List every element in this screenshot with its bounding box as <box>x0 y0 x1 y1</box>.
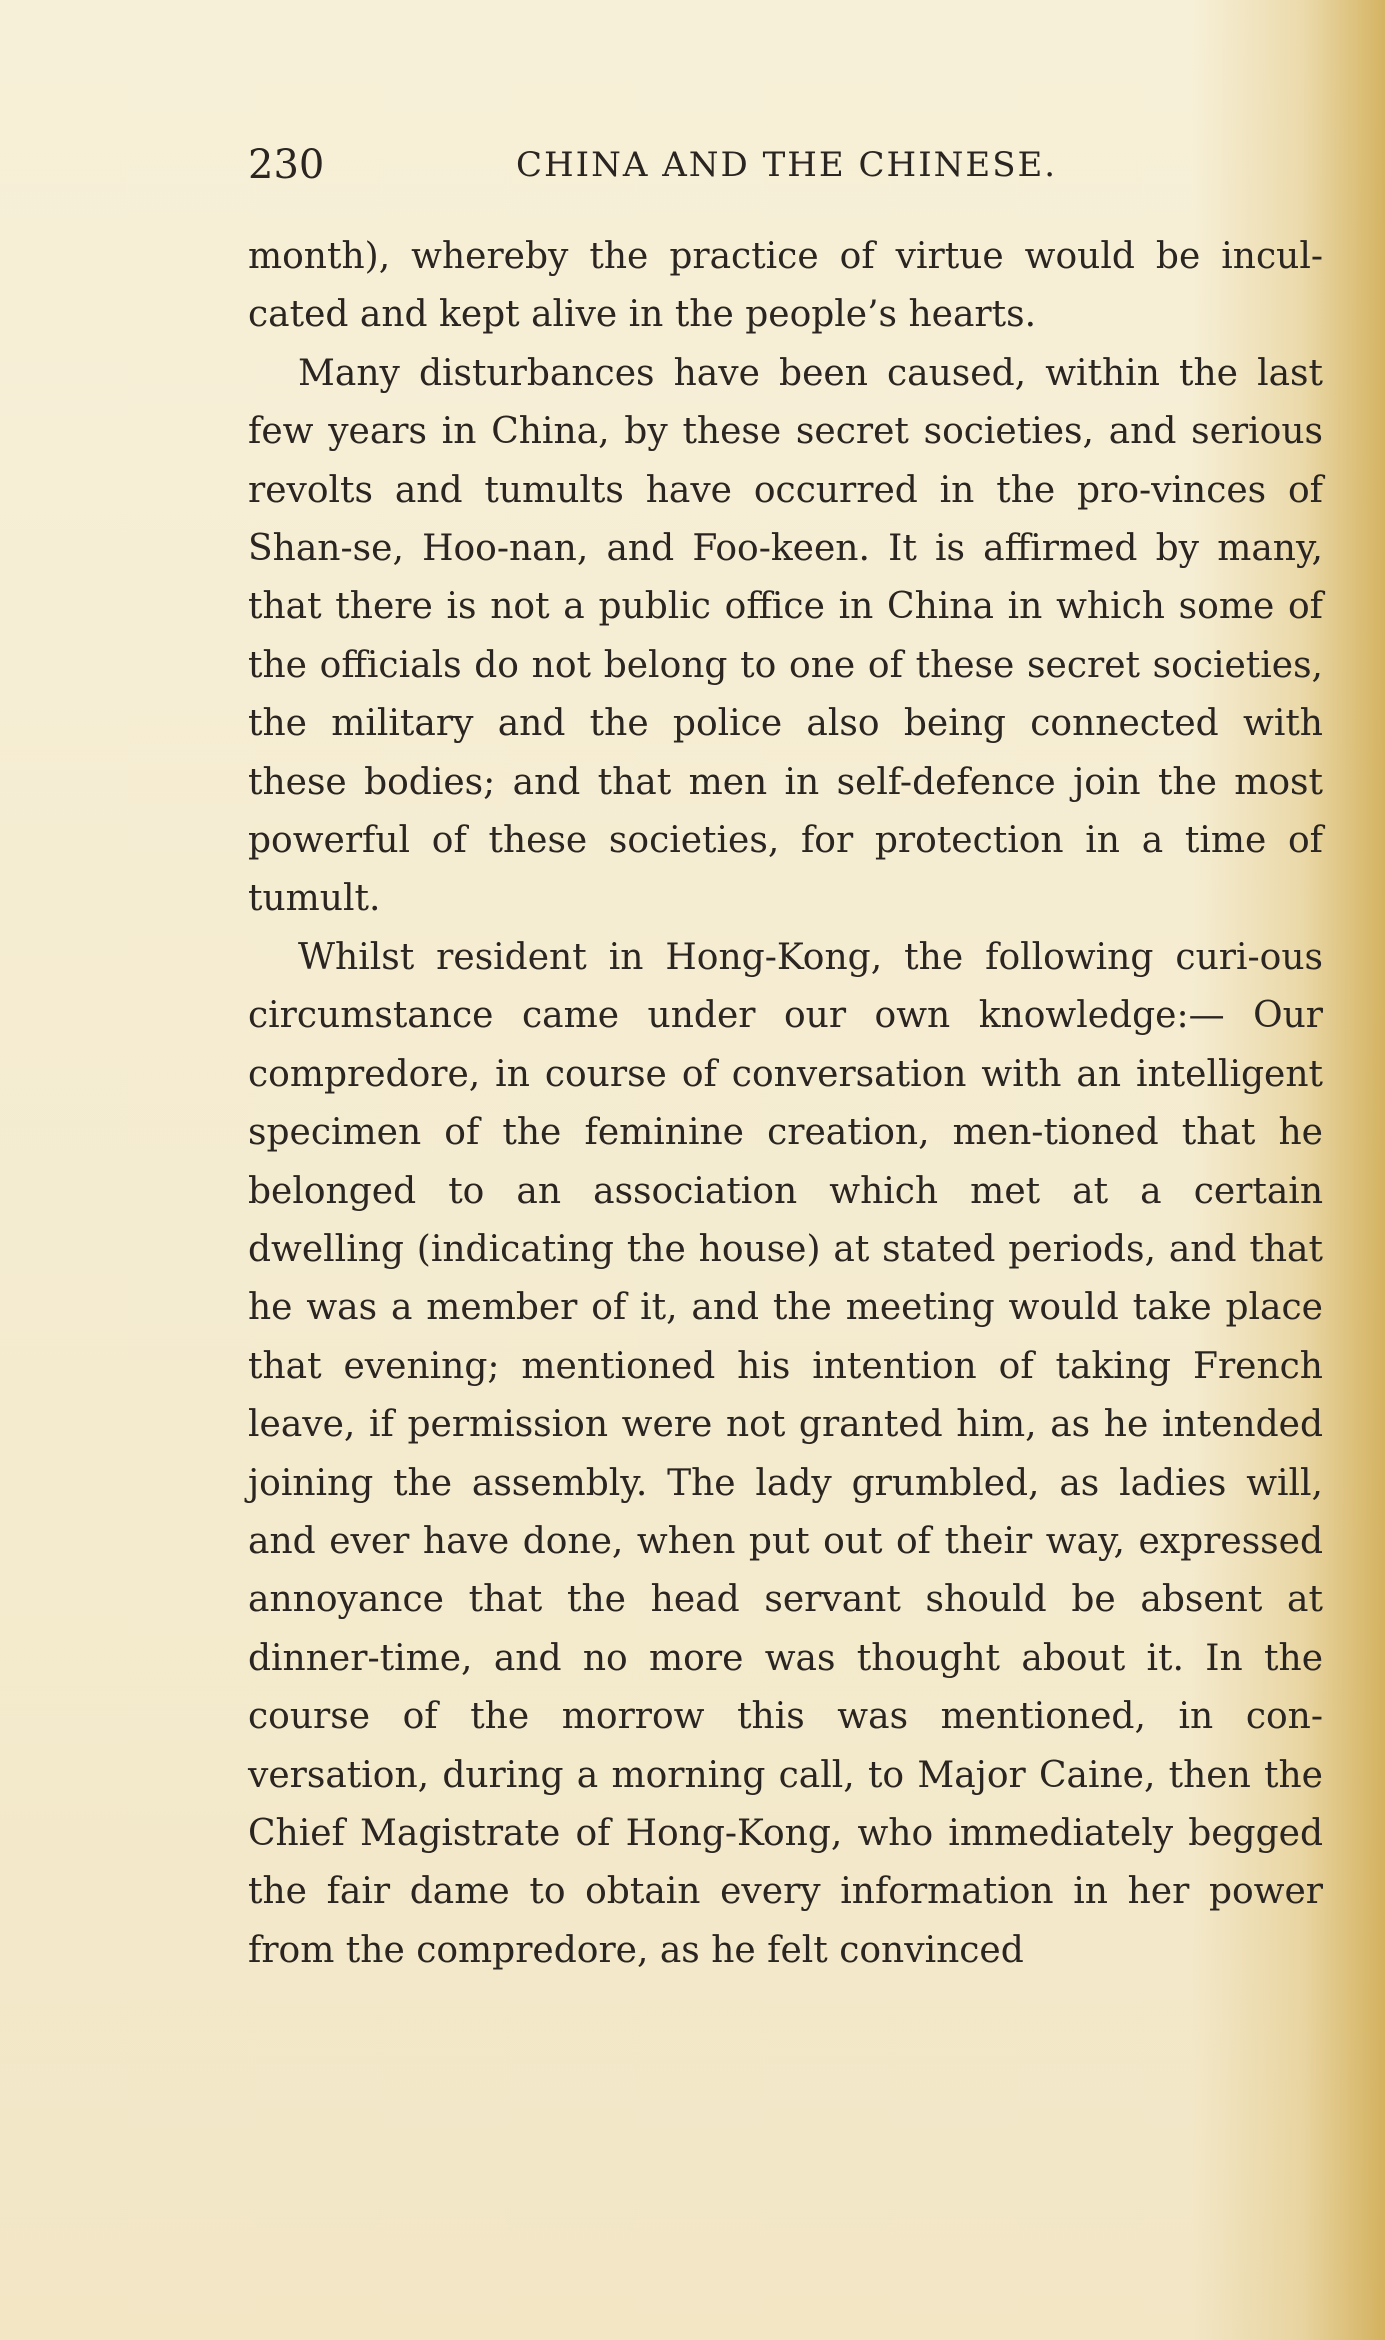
page-header <box>248 140 1323 190</box>
paragraph-2: Many disturbances have been caused, within the last few years in China, by these secret societies, and serious revolts and tumults have occurred in the pro-vinces of Shan-se, Hoo-nan, and Foo-keen. It is affirmed by many, that there is not a public office in China in which some of the officials do not belong to one of these secret societies, the military and the police also being connected with these bodies; and that men in self-defence join the most powerful of these societies, for protection in a time of tumult. <box>248 352 1323 920</box>
running-head: CHINA AND THE CHINESE. <box>516 145 1058 185</box>
paragraph-3: Whilst resident in Hong-Kong, the following curi-ous circumstance came under our own knowledge:— Our compredore, in course of conversation with an intelligent specimen of the feminine creation, men-tioned that he belonged to an association which met at a certain dwelling (indicating the house) at stated periods, and that he was a member of it, and the meeting would take place that evening; mentioned his intention of taking French leave, if permission were not granted him, as he intended joining the assembly. The lady grumbled, as ladies will, and ever have done, when put out of their way, expressed annoyance that the head servant should be absent at dinner-time, and no more was thought about it. In the course of the morrow this was mentioned, in con-versation, during a morning call, to Major Caine, then the Chief Magistrate of Hong-Kong, who immediately begged the fair dame to obtain every information in her power from the compredore, as he felt convinced <box>248 936 1323 1971</box>
paragraph-1: month), whereby the practice of virtue would be incul-cated and kept alive in the people’s hearts. <box>248 236 1323 336</box>
body-text <box>248 228 1323 1980</box>
page-number: 230 <box>248 142 325 188</box>
